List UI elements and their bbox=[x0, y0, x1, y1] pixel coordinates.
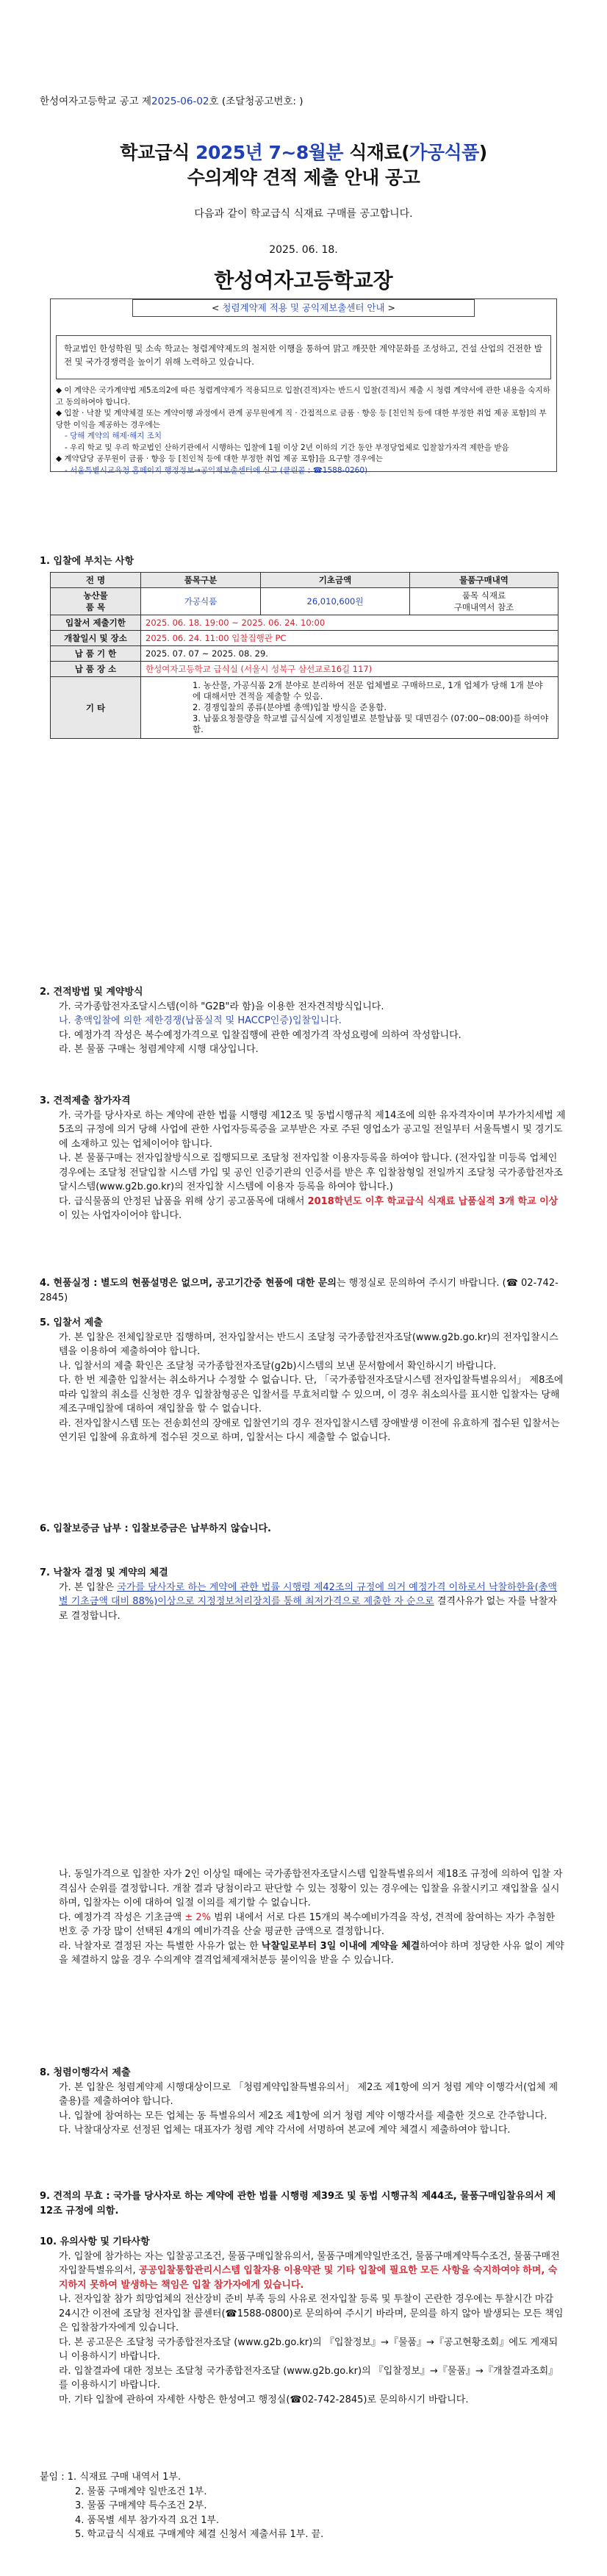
section9: 9. 견적의 무효 : 국가를 당사자로 하는 계약에 관한 법률 시행령 제39조 및 동법 시행규칙 제44조, 물품구매입찰유의서 제12조 규정에 의함. bbox=[40, 2191, 556, 2217]
ethics-list bbox=[56, 385, 551, 476]
section4: 4. 현품실정 : 별도의 현품설명은 없으며, 공고기간중 현품에 대한 문의는 행정실로 문의하여 주시기 바랍니다. (☎ 02-742-2845) bbox=[40, 1278, 558, 1303]
table-row: 기 타 1. 농산물, 가공식품 2개 분야로 분리하여 전문 업체별로 구매하므로, 1개 업체가 당해 1개 분야에 대해서만 견적을 제출할 수 있음. 2. 경쟁입찰의 종류(분야별 총액)입찰 방식을 준용함. 3. 납품요청물량을 학교별 급식실에 지정일별로 분할납품 및 대면검수 (07:00~08:00)를 하여야 함. bbox=[51, 677, 558, 739]
etc-item: 3. 납품요청물량을 학교별 급식실에 지정일별로 분할납품 및 대면검수 (07:00~08:00)를 하여야 함. bbox=[193, 713, 549, 734]
section10: 10. 유의사항 및 기타사항 가. 입찰에 참가하는 자는 입찰공고조건, 물품구매입찰유의서, 물품구매계약일반조건, 물품구매계약특수조건, 물품구매전자입찰특별유의서, 공공입찰통합관리시스템 입찰자용 이용약관 및 기타 입찰에 필요한 모든 사항을 숙지하여야 하며, 숙지하지 못하여 발생하는 책임은 입찰 참가자에게 있습니다. 나. 전자입찰 참가 희망업체의 전산장비 준비 부족 등의 사유로 전자입찰 등록 및 투찰이 곤란한 경우에는 투찰시간 마감 24시간 이전에 조달청 전자입찰 콜센터(☎1588-0800)로 문의하여 주시기 바라며, 문의를 하지 않아 발생되는 모든 책임은 입찰참가자에게 있습니다. 다. 본 공고문은 조달청 국가종합전자조달 (www.g2b.go.kr)의 『입찰정보』→『물품』→『공고현황조회』에도 게재되니 이용하시기 바랍니다. 라. 입찰결과에 대한 정보는 조달청 국가종합전자조달 (www.g2b.go.kr)의 『입찰정보』→『물품』→『개찰결과조회』를 이용하시기 바랍니다. 마. 기타 입찰에 관하여 자세한 사항은 한성여고 행정실(☎02-742-2845)로 문의하시기 바랍니다. bbox=[40, 2236, 564, 2405]
table-row: 농산물 품 목 가공식품 26,010,600원 품목 식재료 구매내역서 참조 bbox=[51, 588, 558, 615]
ethics-intro: 학교법인 한성학원 및 소속 학교는 청렴계약제도의 철저한 이행을 통하여 맑고 깨끗한 계약문화를 조성하고, 건설 산업의 건전한 발전 및 국가경쟁력을 높이기 위해 노력하고 있습니다. bbox=[56, 335, 551, 379]
attachment-item: 4. 품목별 세부 참가자격 요건 1부. bbox=[75, 2514, 220, 2526]
section7-cont: 나. 동일가격으로 입찰한 자가 2인 이상일 때에는 국가종합전자조달시스템 입찰특별유의서 제18조 규정에 의하여 입찰 자격심사 순위를 결정합니다. 개찰 결과 당첨이라고 판단할 수 있는 정황이 있는 경우에는 입찰을 유찰시키고 재입찰을 실시하며, 입찰자는 이에 대하여 일절 이의를 제기할 수 없습니다. 다. 예정가격 작성은 기초금액 ± 2% 범위 내에서 서로 다른 15개의 복수예비가격을 작성, 견적에 참여하는 자가 추첨한 번호 중 가장 많이 선택된 4개의 예비가격을 산술 평균한 금액으로 결정합니다. 라. 낙찰자로 결정된 자는 특별한 사유가 없는 한 낙찰일로부터 3일 이내에 계약을 체결하여야 하며 정당한 사유 없이 계약을 체결하지 않을 경우 수의계약 결격업체제재처분등 불이익을 받을 수 있습니다. bbox=[59, 1869, 564, 1966]
ethics-item: - 우리 학교 및 우리 학교법인 산하기관에서 시행하는 입찰에 1월 이상 2년 이하의 기간 동안 부정당업체로 입찰참가자격 제한을 받음 bbox=[65, 443, 509, 452]
school-name: 한성여자고등학교장 bbox=[214, 268, 393, 293]
notice-date: 2025. 06. 18. bbox=[269, 244, 338, 256]
intro-text: 다음과 같이 학교급식 식재료 구매를 공고합니다. bbox=[194, 208, 413, 220]
ethics-item: - 서울특별시교육청 홈페이지 행정정보→공익제보출센터에 신고 (클린콜 : ☎1588-0260) bbox=[65, 465, 368, 475]
attachment-item: 5. 학교급식 식재료 구매계약 체결 신청서 제출서류 1부. 끝. bbox=[75, 2529, 324, 2540]
section1-title: 1. 입찰에 부치는 사항 bbox=[40, 556, 134, 567]
ethics-header: < 청렴계약제 적용 및 공익제보출센터 안내 > bbox=[132, 299, 475, 317]
table-row: 납 품 기 한 2025. 07. 07 ~ 2025. 08. 29. bbox=[51, 646, 558, 662]
ethics-item: ◆ 이 계약은 국가계약법 제5조의2에 따른 청렴계약제가 적용되므로 입찰(견적)자는 반드시 입찰(견적)서 제출 시 청렴 계약서에 관한 내용을 숙지하고 동의하여야 합니다. bbox=[56, 386, 550, 407]
section3: 3. 견적제출 참가자격 가. 국가를 당사자로 하는 계약에 관한 법률 시행령 제12조 및 동법시행규칙 제14조에 의한 유자격자이며 부가가치세법 제5조의 규정에 의거 당해 사업에 관한 사업자등록증을 교부받은 자로 주된 영업소가 공고일 전일부터 서울특별시 및 경기도에 소재하고 있는 업체이어야 합니다. 나. 본 물품구매는 전자입찰방식으로 집행되므로 조달청 전자입찰 이용자등록을 하여야 합니다. (전자입찰 미등록 업체인 경우에는 조달청 전달입찰 시스템 가입 및 공인 인증기관의 인증서를 받은 후 입찰참형일 전일까지 조달청 국가종합전자조달시스템(www.g2b.go.kr)의 전자입찰 시스템에 이용자 등록을 하여야 합니다.) 다. 급식물품의 안정된 납품을 위해 상기 공고품목에 대해서 2018학년도 이후 학교급식 식재료 납품실적 3개 학교 이상이 있는 사업자이어야 합니다. bbox=[40, 1095, 566, 1221]
notice-number: 한성여자고등학교 공고 제2025-06-02호 (조달청공고번호: ) bbox=[40, 96, 304, 107]
attachments: 붙임 : 1. 식재료 구매 내역서 1부. 2. 물품 구매계약 일반조건 1부. 3. 물품 구매계약 특수조건 2부. 4. 품목별 세부 참가자격 요건 1부. 5. 학교급식 식재료 구매계약 체결 신청서 제출서류 1부. 끝. bbox=[40, 2470, 566, 2542]
section2: 2. 견적방법 및 계약방식 가. 국가종합전자조달시스템(이하 "G2B"라 함)을 이용한 전자견적방식입니다. 나. 총액입찰에 의한 제한경쟁(납품실적 및 HACCP인증)입찰입니다. 다. 예정가격 작성은 복수예정가격으로 입찰집행에 관한 예정가격 작성요령에 의하여 작성합니다. 라. 본 물품 구매는 청렴계약제 시행 대상입니다. bbox=[40, 987, 461, 1055]
attachment-item: 2. 물품 구매계약 일반조건 1부. bbox=[75, 2486, 207, 2497]
etc-item: 2. 경쟁입찰의 종류(분야별 총액)입찰 방식을 준용함. bbox=[193, 702, 387, 712]
attachment-item: 3. 물품 구매계약 특수조건 2부. bbox=[75, 2500, 207, 2511]
section5: 5. 입찰서 제출 가. 본 입찰은 전체입찰로만 집행하며, 전자입찰서는 반드시 조달청 국가종합전자조달(www.g2b.go.kr)의 전자입찰시스템을 이용하여 제출하여야 합니다. 나. 입찰서의 제출 확인은 조달청 국가종합전자조달(g2b)시스템의 보낸 문서함에서 확인하시기 바랍니다. 다. 한 번 제출한 입찰서는 취소하거나 수정할 수 없습니다. 단, 「국가종합전자조달시스템 전자입찰특별유의서」 제8조에 따라 입찰의 취소를 신청한 경우 입찰참형공은 입찰서를 무효처리할 수 있으며, 이 경우 취소의사를 표시한 입찰자는 당해 제조구매입찰에 대하여 재입찰을 할 수 없습니다. 라. 전자입찰시스템 또는 전송회선의 장애로 입찰연기의 경우 전자입찰시스템 장애발생 이전에 유효하게 접수된 입찰서는 연기된 입찰에 유효하게 접수된 것으로 하며, 입찰서는 다시 제출할 수 없습니다. bbox=[40, 1317, 564, 1443]
table-header-row: 전 명 품목구분 기초금액 물품구매내역 bbox=[51, 573, 558, 588]
ethics-item: - 당해 계약의 해제·해지 조치 bbox=[65, 432, 162, 440]
table-row: 입찰서 제출기한 2025. 06. 18. 19:00 ~ 2025. 06. 24. 10:00 bbox=[51, 615, 558, 631]
page-subtitle: 수의계약 견적 제출 안내 공고 bbox=[187, 167, 420, 188]
table-row: 납 품 장 소 한성여자고등학교 급식실 (서울시 성북구 삼선교로16길 117) bbox=[51, 662, 558, 677]
table-row: 개찰일시 및 장소 2025. 06. 24. 11:00 입찰집행관 PC bbox=[51, 631, 558, 646]
bid-info-table bbox=[50, 572, 558, 739]
section8: 8. 청렴이행각서 제출 가. 본 입찰은 청렴계약제 시행대상이므로 「청렴계약입찰특별유의서」 제2조 제1항에 의거 청렴 계약 이행각서(업체 제출용)를 제출하여야 합니다. 나. 입찰에 참여하는 모든 업체는 동 특별유의서 제2조 제1항에 의거 청렴 계약 이행각서를 제출한 것으로 간주합니다. 다. 낙찰대상자로 선정된 업체는 대표자가 청렴 계약 각서에 서명하여 본교에 계약 체결시 제출하여야 합니다. bbox=[40, 2067, 558, 2136]
ethics-item: ◆ 계약담당 공무원이 금품 · 향응 등 [친인척 등에 대한 부정한 취업 제공 포함]을 요구할 경우에는 bbox=[56, 454, 383, 463]
ethics-item: ◆ 입찰 · 낙찰 및 계약체결 또는 계약이행 과정에서 관계 공무원에게 직 · 간접적으로 금품 · 향응 등 [친인척 등에 대한 부정한 취업 제공 포함]의 부당한 이익을 제공하는 경우에는 bbox=[56, 409, 547, 429]
section6: 6. 입찰보증금 납부 : 입찰보증금은 납부하지 않습니다. bbox=[40, 1523, 271, 1534]
etc-item: 1. 농산물, 가공식품 2개 분야로 분리하여 전문 업체별로 구매하므로, 1개 업체가 당해 1개 분야에 대해서만 견적을 제출할 수 있음. bbox=[193, 680, 543, 701]
page-title: 학교급식 2025년 7~8월분 식재료(가공식품) bbox=[120, 142, 487, 163]
section7: 7. 낙찰자 결정 및 계약의 체결 가. 본 입찰은 국가를 당사자로 하는 계약에 관한 법률 시행령 제42조의 규정에 의거 예정가격 이하로서 낙찰하한율(총액별 기초금액 대비 88%)이상으로 지정정보처리장치를 통해 최저가격으로 제출한 자 순으로 결격사유가 없는 자를 낙찰자로 결정합니다. bbox=[40, 1567, 557, 1622]
